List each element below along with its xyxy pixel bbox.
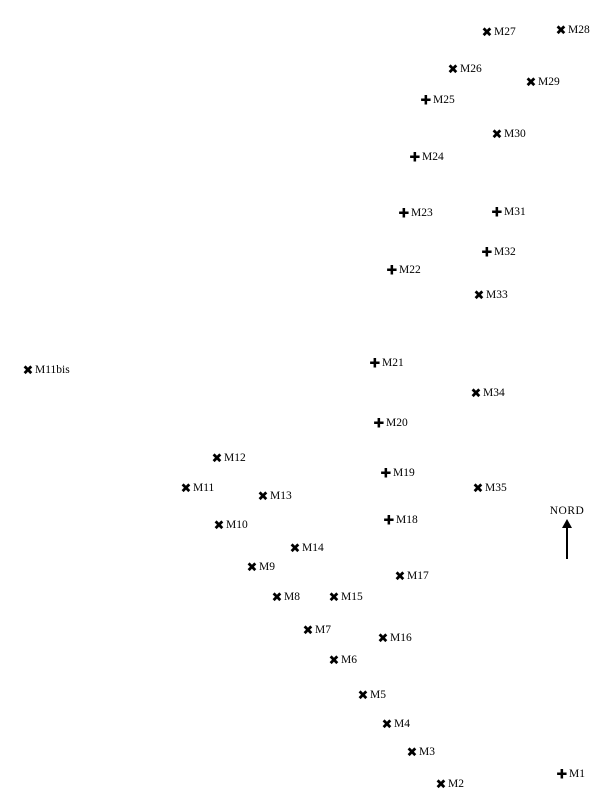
north-arrow-glyph <box>562 519 572 559</box>
point-marker-icon: ✖ <box>22 363 34 379</box>
point-marker-icon: ✚ <box>386 263 398 279</box>
point-label: M19 <box>393 467 415 479</box>
point-label: M21 <box>382 357 404 369</box>
point-label: M11bis <box>35 364 70 376</box>
point-label: M24 <box>422 151 444 163</box>
north-arrow-label: NORD <box>549 505 585 517</box>
point-marker-icon: ✖ <box>271 590 283 606</box>
point-label: M14 <box>302 542 324 554</box>
point-label: M22 <box>399 264 421 276</box>
point-label: M30 <box>504 128 526 140</box>
point-marker-icon: ✚ <box>420 93 432 109</box>
point-label: M5 <box>370 689 386 701</box>
point-label: M3 <box>419 746 435 758</box>
point-label: M26 <box>460 63 482 75</box>
point-marker-icon: ✚ <box>373 416 385 432</box>
point-marker-icon: ✚ <box>369 356 381 372</box>
point-label: M10 <box>226 519 248 531</box>
point-marker-icon: ✖ <box>525 75 537 91</box>
point-marker-icon: ✖ <box>406 745 418 761</box>
point-marker-icon: ✚ <box>409 150 421 166</box>
point-label: M18 <box>396 514 418 526</box>
point-marker-icon: ✖ <box>213 518 225 534</box>
point-label: M35 <box>485 482 507 494</box>
point-marker-icon: ✖ <box>447 62 459 78</box>
point-marker-icon: ✖ <box>555 23 567 39</box>
point-label: M23 <box>411 207 433 219</box>
point-marker-icon: ✚ <box>481 245 493 261</box>
point-marker-icon: ✖ <box>377 631 389 647</box>
point-label: M16 <box>390 632 412 644</box>
point-marker-icon: ✚ <box>556 767 568 783</box>
point-label: M2 <box>448 778 464 790</box>
point-marker-icon: ✖ <box>289 541 301 557</box>
point-label: M27 <box>494 26 516 38</box>
point-label: M17 <box>407 570 429 582</box>
point-marker-icon: ✚ <box>380 466 392 482</box>
north-arrow <box>537 505 597 559</box>
point-marker-icon: ✖ <box>328 653 340 669</box>
point-marker-icon: ✚ <box>398 206 410 222</box>
point-marker-icon: ✖ <box>472 481 484 497</box>
point-marker-icon: ✖ <box>394 569 406 585</box>
point-marker-icon: ✖ <box>491 127 503 143</box>
point-marker-icon: ✖ <box>246 560 258 576</box>
point-label: M33 <box>486 289 508 301</box>
point-label: M28 <box>568 24 590 36</box>
point-marker-icon: ✖ <box>470 386 482 402</box>
point-marker-icon: ✖ <box>381 717 393 733</box>
point-label: M9 <box>259 561 275 573</box>
point-label: M6 <box>341 654 357 666</box>
point-marker-icon: ✖ <box>435 777 447 793</box>
north-arrow-shaft <box>566 525 568 559</box>
point-label: M32 <box>494 246 516 258</box>
point-label: M11 <box>193 482 215 494</box>
point-label: M12 <box>224 452 246 464</box>
point-marker-icon: ✚ <box>491 205 503 221</box>
point-label: M25 <box>433 94 455 106</box>
point-label: M31 <box>504 206 526 218</box>
point-marker-icon: ✖ <box>257 489 269 505</box>
point-label: M29 <box>538 76 560 88</box>
point-marker-icon: ✖ <box>180 481 192 497</box>
point-marker-icon: ✖ <box>302 623 314 639</box>
point-marker-icon: ✖ <box>473 288 485 304</box>
point-label: M8 <box>284 591 300 603</box>
point-marker-icon: ✚ <box>383 513 395 529</box>
point-marker-icon: ✖ <box>481 25 493 41</box>
point-label: M20 <box>386 417 408 429</box>
point-marker-icon: ✖ <box>357 688 369 704</box>
point-label: M15 <box>341 591 363 603</box>
point-label: M34 <box>483 387 505 399</box>
point-label: M4 <box>394 718 410 730</box>
point-label: M13 <box>270 490 292 502</box>
point-marker-icon: ✖ <box>328 590 340 606</box>
point-label: M7 <box>315 624 331 636</box>
point-marker-icon: ✖ <box>211 451 223 467</box>
point-label: M1 <box>569 768 585 780</box>
